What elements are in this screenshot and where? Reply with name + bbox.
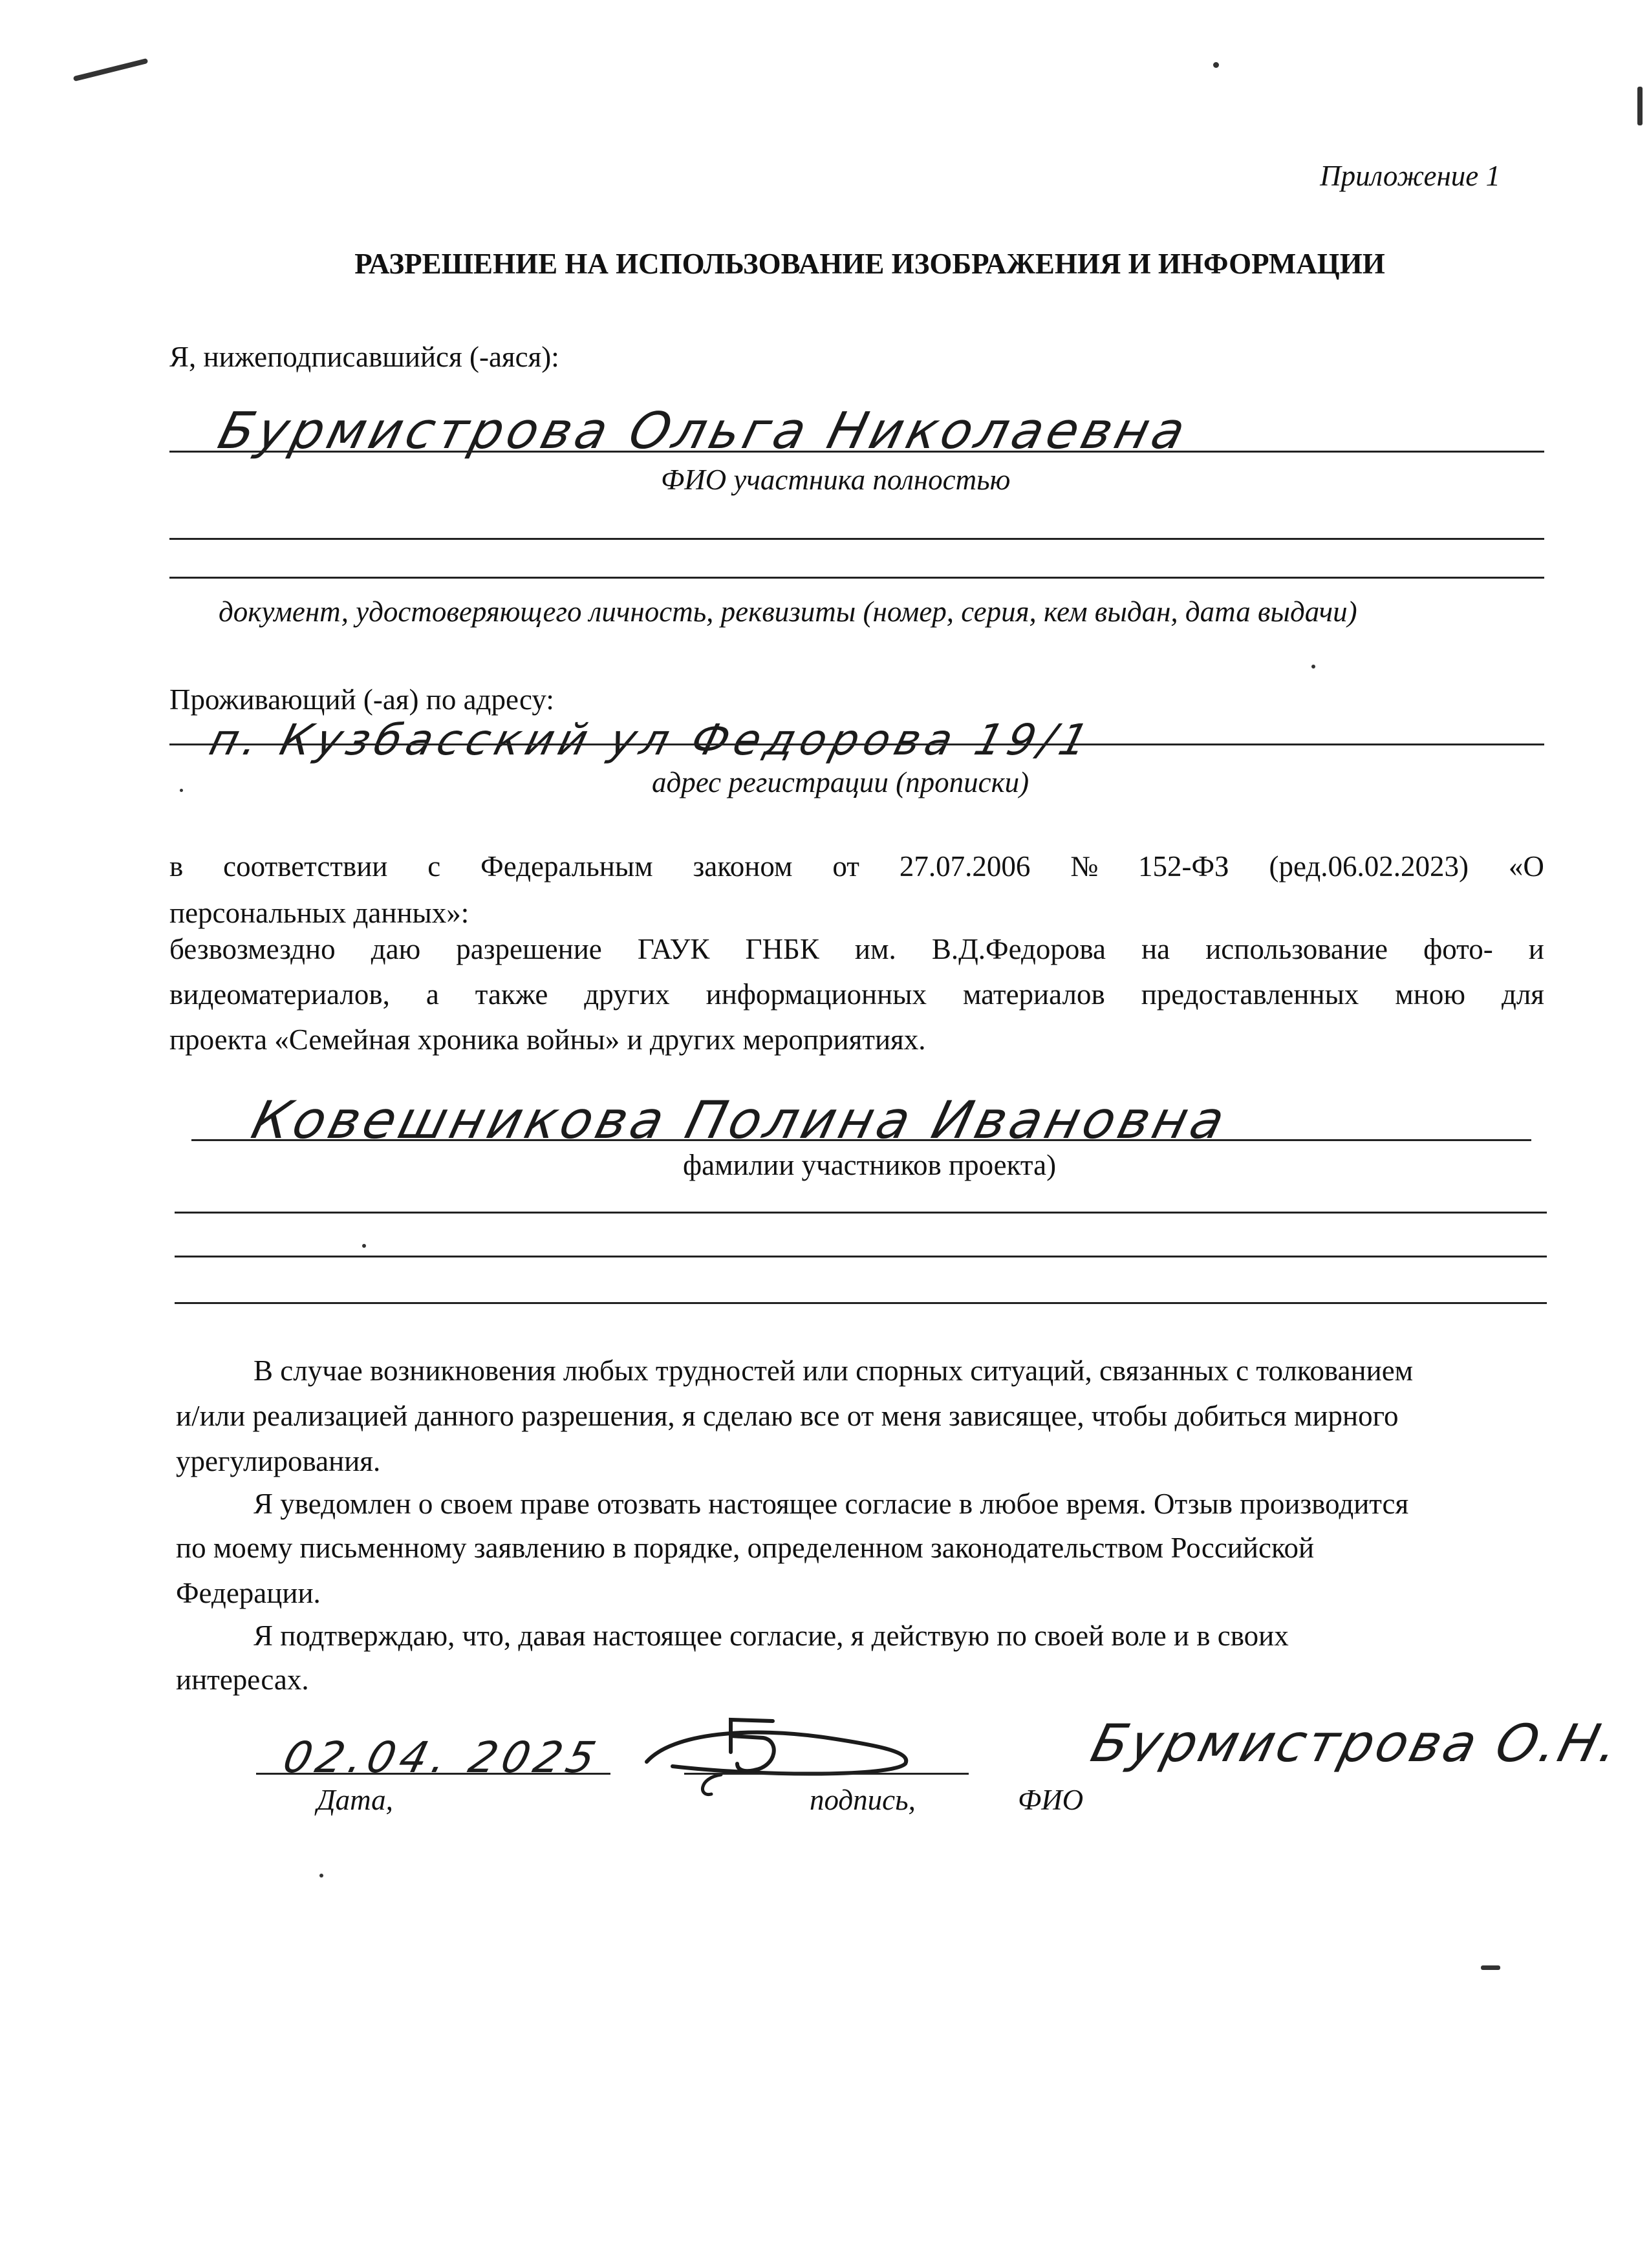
address-label: Проживающий (-ая) по адресу:: [169, 683, 554, 716]
paragraph-1-line-1: В случае возникновения любых трудностей или спорных ситуаций, связанных с толкованием: [253, 1354, 1414, 1387]
law-word: фото-: [1423, 933, 1493, 965]
address-handwritten: п. Кузбасский ул Федорова 19/1: [204, 715, 1099, 765]
participants-line: [191, 1139, 1531, 1141]
participants-handwritten: Ковешникова Полина Ивановна: [246, 1090, 1234, 1150]
date-handwritten: 02.04. 2025: [278, 1733, 606, 1782]
law-word: (ред.06.02.2023): [1269, 850, 1469, 883]
scan-speck: [1481, 1965, 1500, 1970]
law-word: также: [475, 978, 548, 1011]
signature-line: [684, 1773, 969, 1775]
law-word: Федеральным: [480, 850, 653, 883]
law-line-1: [169, 843, 1544, 890]
law-word: им.: [854, 933, 896, 965]
participants-line-4: [175, 1302, 1547, 1304]
paragraph-1-line-2: и/или реализацией данного разрешения, я сделаю все от меня зависящее, чтобы добиться мирного: [176, 1400, 1399, 1432]
law-word: а: [426, 978, 439, 1011]
law-line-4: [169, 971, 1544, 1018]
scan-speck: [319, 1874, 323, 1878]
law-word: материалов: [962, 978, 1105, 1011]
intro-text: Я, нижеподписавшийся (-аяся):: [169, 341, 559, 373]
law-word: 27.07.2006: [899, 850, 1031, 883]
document-line-1: [169, 538, 1544, 540]
law-word: В.Д.Федорова: [931, 933, 1106, 965]
paragraph-3-line-2: интересах.: [176, 1664, 309, 1696]
scan-mark-top-left: [73, 58, 148, 81]
fio-caption: ФИО участника полностью: [661, 464, 1011, 496]
law-word: других: [584, 978, 670, 1011]
address-caption: адрес регистрации (прописки): [652, 766, 1029, 798]
law-line-3: [169, 926, 1544, 972]
law-word: информационных: [706, 978, 927, 1011]
participants-line-3: [175, 1256, 1547, 1257]
document-title: РАЗРЕШЕНИЕ НА ИСПОЛЬЗОВАНИЕ ИЗОБРАЖЕНИЯ И ИНФОРМАЦИИ: [354, 248, 1385, 280]
appendix-label: Приложение 1: [1320, 160, 1500, 192]
fio-sign-handwritten: Бурмистрова О.Н.: [1085, 1713, 1628, 1773]
law-word: ГАУК: [637, 933, 710, 965]
scan-speck: [1311, 665, 1315, 669]
law-word: для: [1501, 978, 1544, 1011]
law-word: разрешение: [456, 933, 602, 965]
law-word: и: [1528, 933, 1544, 965]
law-word: безвозмездно: [169, 933, 336, 965]
law-word: видеоматериалов,: [169, 978, 390, 1011]
law-word: законом: [693, 850, 793, 883]
participants-line-2: [175, 1212, 1547, 1214]
fio-line: [169, 451, 1544, 453]
paragraph-1-line-3: урегулирования.: [176, 1445, 381, 1477]
fio-handwritten: Бурмистрова Ольга Николаевна: [212, 402, 1195, 460]
scan-speck: [180, 789, 183, 792]
law-word: от: [832, 850, 859, 883]
paragraph-2-line-1: Я уведомлен о своем праве отозвать настоящее согласие в любое время. Отзыв производится: [253, 1488, 1409, 1520]
law-word: с: [427, 850, 441, 883]
law-word: мною: [1395, 978, 1465, 1011]
address-line: [169, 744, 1544, 745]
law-line-2: персональных данных»:: [169, 897, 469, 929]
paragraph-2-line-3: Федерации.: [176, 1577, 321, 1609]
law-word: на: [1141, 933, 1170, 965]
fio-sign-caption: ФИО: [1018, 1784, 1084, 1816]
scan-speck: [1637, 87, 1643, 125]
law-word: №: [1070, 850, 1099, 883]
document-line-2: [169, 577, 1544, 579]
law-word: в: [169, 850, 184, 883]
law-word: соответствии: [223, 850, 388, 883]
law-word: использование: [1205, 933, 1388, 965]
document-caption: документ, удостоверяющего личность, реквизиты (номер, серия, кем выдан, дата выдачи): [219, 595, 1357, 628]
scan-speck: [1213, 62, 1219, 68]
law-word: 152-ФЗ: [1138, 850, 1229, 883]
date-line: [256, 1773, 610, 1775]
law-word: даю: [371, 933, 421, 965]
law-word: «О: [1508, 850, 1544, 883]
signature-caption: подпись,: [810, 1784, 916, 1816]
law-word: предоставленных: [1141, 978, 1359, 1011]
scan-speck: [362, 1244, 366, 1248]
date-caption: Дата,: [317, 1784, 393, 1816]
law-word: ГНБК: [745, 933, 819, 965]
law-line-5: проекта «Семейная хроника войны» и других мероприятиях.: [169, 1023, 926, 1056]
paragraph-2-line-2: по моему письменному заявлению в порядке, определенном законодательством Российской: [176, 1532, 1315, 1564]
paragraph-3-line-1: Я подтверждаю, что, давая настоящее согласие, я действую по своей воле и в своих: [253, 1620, 1289, 1652]
participants-caption: фамилии участников проекта): [683, 1149, 1057, 1181]
